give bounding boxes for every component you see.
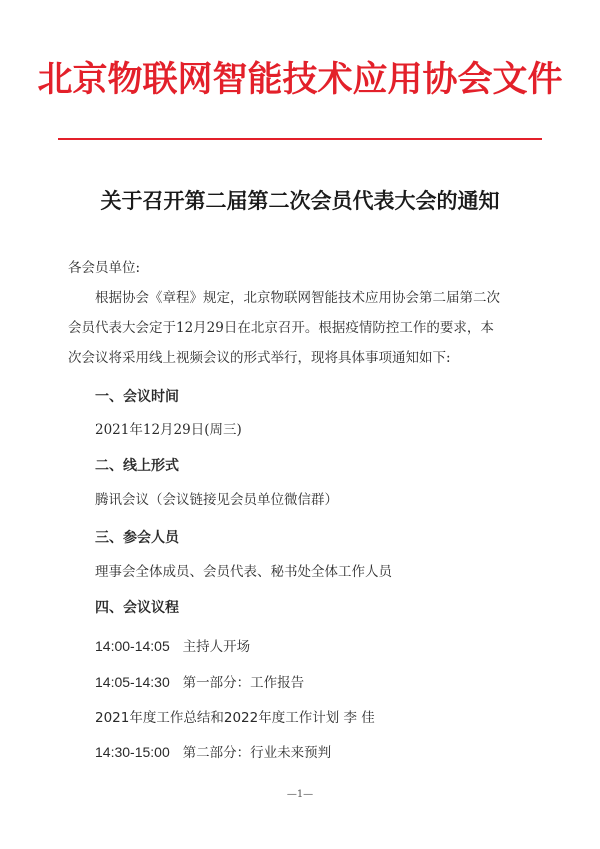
- section-heading-agenda: 四、会议议程: [95, 600, 179, 616]
- agenda-item: [95, 672, 304, 693]
- red-divider-line: [58, 138, 542, 140]
- page-number: —1—: [286, 789, 314, 800]
- agenda-description: 主持人开场: [182, 639, 251, 655]
- section-content-attendees: 理事会全体成员、会员代表、秘书处全体工作人员: [95, 564, 392, 580]
- agenda-description: 2021年度工作总结和2022年度工作计划 李 佳: [95, 710, 375, 726]
- org-header-title: 北京物联网智能技术应用协会文件: [37, 59, 563, 100]
- agenda-time: 14:05-14:30: [95, 674, 170, 690]
- document-title: 关于召开第二届第二次会员代表大会的通知: [100, 188, 500, 213]
- intro-line-2: 会员代表大会定于12月29日在北京召开。根据疫情防控工作的要求，本: [68, 320, 494, 336]
- section-content-format: 腾讯会议（会议链接见会员单位微信群）: [95, 492, 338, 508]
- section-heading-time: 一、会议时间: [95, 389, 179, 405]
- agenda-item: [95, 636, 250, 657]
- agenda-item: [95, 708, 375, 728]
- salutation: 各会员单位:: [68, 260, 141, 276]
- section-content-time: 2021年12月29日(周三): [95, 422, 242, 438]
- section-heading-attendees: 三、参会人员: [95, 530, 179, 546]
- intro-line-1: 根据协会《章程》规定，北京物联网智能技术应用协会第二届第二次: [95, 290, 500, 306]
- section-heading-format: 二、线上形式: [95, 458, 179, 474]
- agenda-time: 14:30-15:00: [95, 744, 170, 760]
- agenda-description: 第二部分：行业未来预判: [182, 745, 332, 761]
- agenda-time: 14:00-14:05: [95, 638, 170, 654]
- intro-line-3: 次会议将采用线上视频会议的形式举行，现将具体事项通知如下:: [68, 350, 451, 366]
- agenda-description: 第一部分：工作报告: [182, 675, 305, 691]
- agenda-item: [95, 742, 331, 763]
